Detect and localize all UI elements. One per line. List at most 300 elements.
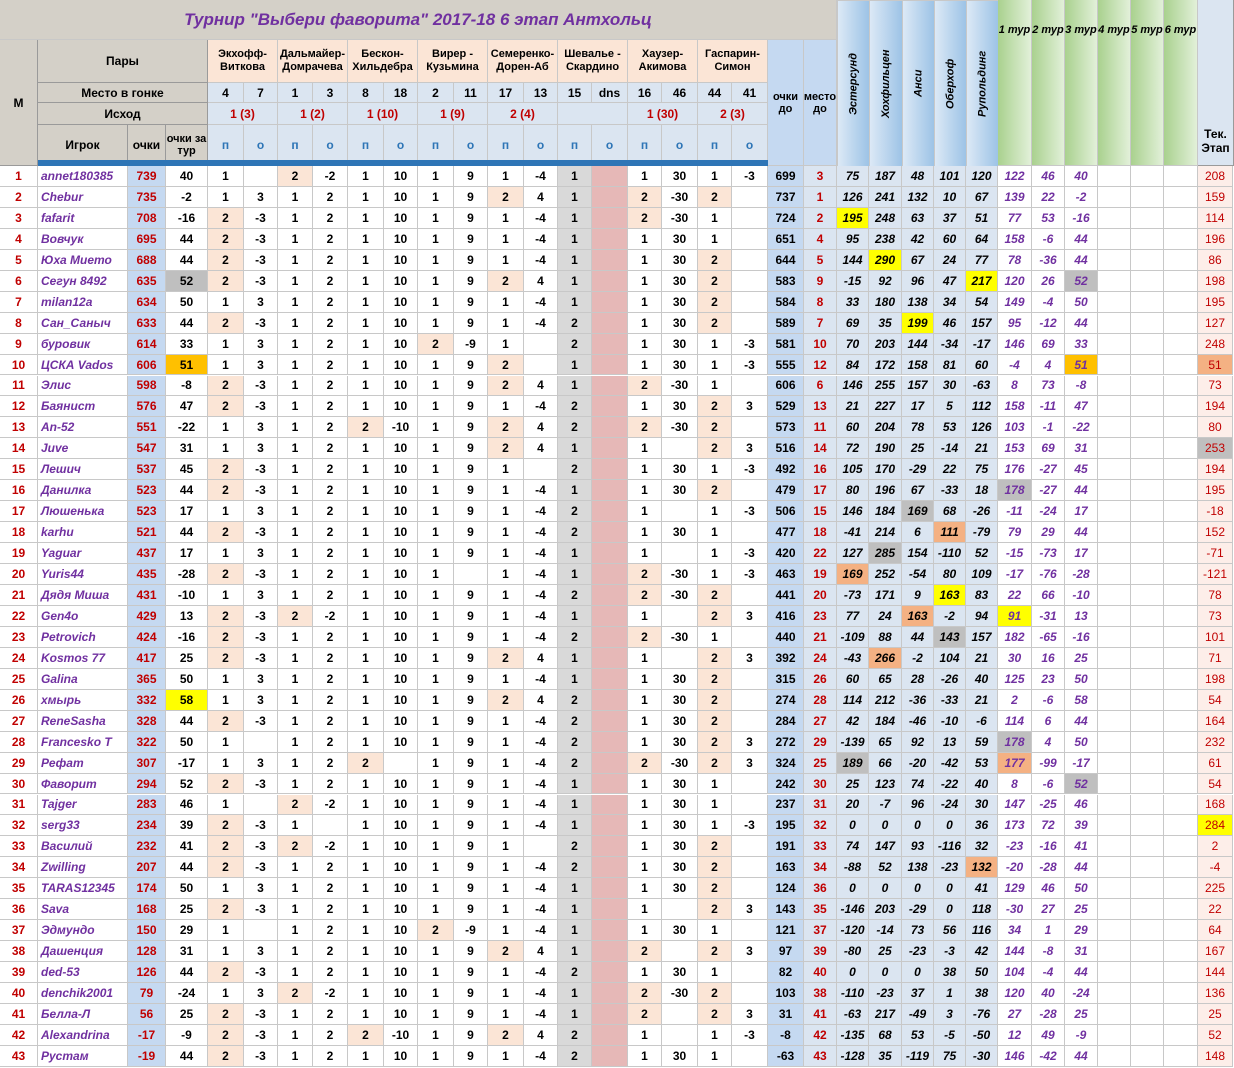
- table-cell: [1098, 1046, 1131, 1067]
- tour-points: 39: [166, 815, 208, 836]
- tour-points: -9: [166, 1025, 208, 1046]
- player-name[interactable]: Эдмундо: [38, 920, 128, 941]
- player-name[interactable]: Petrovich: [38, 627, 128, 648]
- player-name[interactable]: хмырь: [38, 690, 128, 711]
- table-cell: -4: [524, 501, 558, 522]
- table-cell: 33: [837, 292, 869, 313]
- player-points: 207: [128, 857, 166, 878]
- table-cell: [592, 606, 628, 627]
- player-name[interactable]: Sava: [38, 899, 128, 920]
- tour-points: 44: [166, 1046, 208, 1067]
- player-name[interactable]: Люшенька: [38, 501, 128, 522]
- table-cell: 46: [1065, 795, 1098, 816]
- table-cell: -26: [934, 669, 966, 690]
- table-cell: 1: [348, 1004, 384, 1025]
- place-before: 5: [804, 250, 837, 271]
- player-name[interactable]: fafarit: [38, 208, 128, 229]
- current-stage: 86: [1198, 250, 1233, 271]
- table-cell: 2: [698, 836, 732, 857]
- table-cell: -30: [662, 585, 698, 606]
- points-before: 516: [768, 438, 804, 459]
- table-cell: 2: [698, 585, 732, 606]
- table-cell: -30: [662, 208, 698, 229]
- table-cell: -30: [662, 753, 698, 774]
- table-cell: 46: [1032, 166, 1065, 187]
- points-before: 272: [768, 732, 804, 753]
- table-cell: [592, 857, 628, 878]
- table-cell: 2: [208, 606, 244, 627]
- player-name[interactable]: An-52: [38, 417, 128, 438]
- table-cell: 2: [488, 271, 524, 292]
- row-number: 3: [0, 208, 38, 229]
- table-cell: [662, 648, 698, 669]
- table-cell: 75: [934, 1046, 966, 1067]
- table-cell: 52: [1065, 774, 1098, 795]
- row-number: 35: [0, 878, 38, 899]
- place-before: 42: [804, 1025, 837, 1046]
- table-cell: [732, 795, 768, 816]
- table-cell: 2: [313, 522, 348, 543]
- player-name[interactable]: Вовчук: [38, 229, 128, 250]
- table-cell: 68: [869, 1025, 902, 1046]
- row-number: 11: [0, 376, 38, 397]
- outcome-cell: 1 (10): [348, 103, 418, 125]
- table-cell: 4: [524, 417, 558, 438]
- table-cell: 6: [1032, 711, 1065, 732]
- table-cell: 125: [998, 669, 1032, 690]
- player-name[interactable]: Дашенция: [38, 941, 128, 962]
- table-cell: -17: [1065, 753, 1098, 774]
- table-cell: 2: [313, 627, 348, 648]
- table-cell: 153: [998, 438, 1032, 459]
- table-cell: [732, 376, 768, 397]
- table-cell: [732, 878, 768, 899]
- row-number: 10: [0, 355, 38, 376]
- table-cell: [1098, 229, 1131, 250]
- table-cell: 1: [558, 271, 592, 292]
- pair-header: Бескон-Хильдебра: [348, 40, 418, 83]
- table-cell: 2: [313, 899, 348, 920]
- player-name[interactable]: Kosmos 77: [38, 648, 128, 669]
- table-cell: 2: [313, 585, 348, 606]
- points-before: 506: [768, 501, 804, 522]
- table-cell: [592, 1046, 628, 1067]
- table-cell: 47: [934, 271, 966, 292]
- points-before: 584: [768, 292, 804, 313]
- player-name[interactable]: Zwilling: [38, 857, 128, 878]
- player-points: 79: [128, 983, 166, 1004]
- table-cell: -4: [524, 857, 558, 878]
- table-cell: -12: [1032, 313, 1065, 334]
- race-place-cell: 8: [348, 83, 384, 103]
- player-name[interactable]: annet180385: [38, 166, 128, 187]
- table-cell: [592, 376, 628, 397]
- table-cell: 9: [454, 438, 488, 459]
- table-cell: [592, 711, 628, 732]
- table-cell: 10: [384, 585, 418, 606]
- table-cell: 31: [1065, 438, 1098, 459]
- table-cell: 1: [418, 878, 454, 899]
- table-cell: [662, 501, 698, 522]
- player-name[interactable]: Gen4o: [38, 606, 128, 627]
- table-cell: 2: [208, 229, 244, 250]
- player-name[interactable]: Juve: [38, 438, 128, 459]
- table-cell: 2: [348, 753, 384, 774]
- tour-points: 45: [166, 459, 208, 480]
- player-name[interactable]: Yuris44: [38, 564, 128, 585]
- place-before: 9: [804, 271, 837, 292]
- outcome-cell: 1 (9): [418, 103, 488, 125]
- table-cell: -49: [902, 1004, 934, 1025]
- table-cell: 25: [1065, 899, 1098, 920]
- table-cell: -30: [662, 983, 698, 1004]
- current-stage: -18: [1198, 501, 1233, 522]
- table-cell: 1: [628, 669, 662, 690]
- points-before: 420: [768, 543, 804, 564]
- table-cell: 129: [998, 878, 1032, 899]
- table-cell: -3: [934, 941, 966, 962]
- table-cell: 70: [837, 334, 869, 355]
- table-cell: 10: [384, 292, 418, 313]
- table-cell: 1: [208, 166, 244, 187]
- table-cell: [1098, 334, 1131, 355]
- player-name[interactable]: Рустам: [38, 1046, 128, 1067]
- table-cell: 60: [966, 355, 998, 376]
- table-cell: 101: [934, 166, 966, 187]
- table-cell: -8: [1065, 376, 1098, 397]
- table-cell: 104: [998, 962, 1032, 983]
- table-cell: 1: [488, 166, 524, 187]
- po-cell: о: [384, 125, 418, 166]
- table-cell: [732, 1046, 768, 1067]
- player-name[interactable]: denchik2001: [38, 983, 128, 1004]
- table-cell: 44: [902, 627, 934, 648]
- table-cell: 1: [488, 501, 524, 522]
- table-cell: 1: [278, 899, 313, 920]
- table-cell: 30: [662, 480, 698, 501]
- table-cell: 1: [348, 396, 384, 417]
- table-cell: 0: [869, 878, 902, 899]
- table-cell: [1164, 501, 1198, 522]
- place-before: 3: [804, 166, 837, 187]
- table-cell: -4: [524, 250, 558, 271]
- player-points: 635: [128, 271, 166, 292]
- tour-points: 58: [166, 690, 208, 711]
- row-number: 41: [0, 1004, 38, 1025]
- table-cell: 30: [662, 774, 698, 795]
- table-cell: 1: [278, 962, 313, 983]
- table-cell: 2: [488, 438, 524, 459]
- table-cell: 2: [278, 983, 313, 1004]
- place-before: 43: [804, 1046, 837, 1067]
- table-cell: -3: [732, 501, 768, 522]
- table-cell: -42: [1032, 1046, 1065, 1067]
- race-place-cell: 4: [208, 83, 244, 103]
- table-cell: 1: [628, 480, 662, 501]
- table-cell: 1: [348, 983, 384, 1004]
- table-cell: 1: [418, 187, 454, 208]
- table-cell: [1098, 774, 1131, 795]
- table-cell: -4: [524, 522, 558, 543]
- table-cell: [732, 774, 768, 795]
- table-cell: 3: [244, 669, 278, 690]
- current-stage: 61: [1198, 753, 1233, 774]
- table-cell: 2: [558, 732, 592, 753]
- current-stage: 225: [1198, 878, 1233, 899]
- stage-header: Оберхоф: [934, 0, 966, 166]
- table-cell: 2: [278, 836, 313, 857]
- header-m: М: [0, 40, 38, 166]
- outcome-cell: 2 (4): [488, 103, 558, 125]
- table-cell: [1131, 396, 1164, 417]
- current-stage: 159: [1198, 187, 1233, 208]
- table-cell: 2: [558, 1046, 592, 1067]
- table-cell: 147: [869, 836, 902, 857]
- table-cell: 2: [558, 334, 592, 355]
- table-cell: -3: [244, 396, 278, 417]
- player-name[interactable]: Tajger: [38, 795, 128, 816]
- player-name[interactable]: Белла-Л: [38, 1004, 128, 1025]
- player-name[interactable]: Alexandrina: [38, 1025, 128, 1046]
- table-cell: 116: [966, 920, 998, 941]
- po-cell: о: [732, 125, 768, 166]
- table-cell: 157: [966, 313, 998, 334]
- table-cell: 13: [934, 732, 966, 753]
- table-cell: [732, 271, 768, 292]
- table-cell: 203: [869, 899, 902, 920]
- table-cell: 47: [1065, 396, 1098, 417]
- table-cell: 158: [902, 355, 934, 376]
- stage-header: Хохфильцен: [869, 0, 902, 166]
- table-cell: 30: [662, 690, 698, 711]
- table-cell: 1: [558, 920, 592, 941]
- table-cell: [592, 795, 628, 816]
- player-name[interactable]: karhu: [38, 522, 128, 543]
- table-cell: 9: [454, 899, 488, 920]
- table-cell: 3: [244, 690, 278, 711]
- table-cell: 1: [488, 229, 524, 250]
- table-cell: -36: [902, 690, 934, 711]
- table-cell: -88: [837, 857, 869, 878]
- player-name[interactable]: Сегун 8492: [38, 271, 128, 292]
- table-cell: 118: [966, 899, 998, 920]
- table-cell: 2: [208, 480, 244, 501]
- table-cell: [592, 753, 628, 774]
- points-before: 195: [768, 815, 804, 836]
- header-points: очки: [128, 125, 166, 166]
- player-name[interactable]: Galina: [38, 669, 128, 690]
- table-cell: 10: [934, 187, 966, 208]
- header-points-tour: очки за тур: [166, 125, 208, 166]
- table-cell: 1: [558, 1004, 592, 1025]
- table-cell: 1: [278, 250, 313, 271]
- table-cell: 104: [934, 648, 966, 669]
- table-cell: 1: [348, 522, 384, 543]
- table-cell: [732, 292, 768, 313]
- table-cell: 67: [902, 250, 934, 271]
- table-cell: [592, 1025, 628, 1046]
- pair-header: Гаспарин-Симон: [698, 40, 768, 83]
- table-cell: 1: [348, 920, 384, 941]
- table-cell: [1098, 522, 1131, 543]
- player-points: 424: [128, 627, 166, 648]
- tour-points: 44: [166, 229, 208, 250]
- table-cell: 144: [837, 250, 869, 271]
- tour-points: 25: [166, 1004, 208, 1025]
- table-cell: 1: [348, 543, 384, 564]
- table-cell: 30: [662, 250, 698, 271]
- table-cell: [1164, 753, 1198, 774]
- table-cell: 1: [348, 606, 384, 627]
- player-name[interactable]: Фаворит: [38, 774, 128, 795]
- table-cell: [592, 564, 628, 585]
- table-cell: 1: [558, 376, 592, 397]
- table-cell: -65: [1032, 627, 1065, 648]
- row-number: 18: [0, 522, 38, 543]
- table-cell: 1: [628, 334, 662, 355]
- table-cell: -14: [934, 438, 966, 459]
- table-cell: 2: [488, 417, 524, 438]
- tour-points: 44: [166, 857, 208, 878]
- table-cell: 50: [1065, 292, 1098, 313]
- race-place-cell: dns: [592, 83, 628, 103]
- player-name[interactable]: ЦСКА Vados: [38, 355, 128, 376]
- tour-points: 25: [166, 899, 208, 920]
- row-number: 23: [0, 627, 38, 648]
- table-cell: 1: [698, 564, 732, 585]
- table-cell: -23: [934, 857, 966, 878]
- table-cell: -4: [998, 355, 1032, 376]
- table-cell: 2: [698, 250, 732, 271]
- place-before: 25: [804, 753, 837, 774]
- table-cell: 1: [558, 815, 592, 836]
- table-cell: 1: [208, 732, 244, 753]
- player-name[interactable]: Юха Мието: [38, 250, 128, 271]
- table-cell: 1: [488, 585, 524, 606]
- table-cell: 241: [869, 187, 902, 208]
- table-cell: -10: [934, 711, 966, 732]
- table-cell: 50: [1065, 732, 1098, 753]
- tour-points: 29: [166, 920, 208, 941]
- table-cell: -10: [384, 1025, 418, 1046]
- table-cell: 1: [278, 355, 313, 376]
- table-cell: 9: [454, 711, 488, 732]
- tour-header: 3 тур: [1065, 0, 1098, 166]
- table-cell: -76: [966, 1004, 998, 1025]
- row-number: 43: [0, 1046, 38, 1067]
- player-name[interactable]: Francesko T: [38, 732, 128, 753]
- row-number: 20: [0, 564, 38, 585]
- table-cell: 2: [698, 941, 732, 962]
- current-stage: 127: [1198, 313, 1233, 334]
- current-stage: 248: [1198, 334, 1233, 355]
- table-cell: 54: [966, 292, 998, 313]
- table-cell: -17: [998, 564, 1032, 585]
- tour-points: 44: [166, 313, 208, 334]
- table-cell: 10: [384, 690, 418, 711]
- table-cell: 1: [278, 271, 313, 292]
- table-cell: 48: [902, 166, 934, 187]
- current-stage: 168: [1198, 795, 1233, 816]
- table-cell: 1: [628, 543, 662, 564]
- player-points: 283: [128, 795, 166, 816]
- player-name[interactable]: serg33: [38, 815, 128, 836]
- player-name[interactable]: Баянист: [38, 396, 128, 417]
- table-cell: 51: [966, 208, 998, 229]
- current-stage: 25: [1198, 1004, 1233, 1025]
- table-cell: -23: [869, 983, 902, 1004]
- table-cell: 13: [1065, 606, 1098, 627]
- player-name[interactable]: milan12a: [38, 292, 128, 313]
- player-name[interactable]: Дядя Миша: [38, 585, 128, 606]
- player-name[interactable]: ReneSasha: [38, 711, 128, 732]
- table-cell: [1164, 376, 1198, 397]
- points-before: 121: [768, 920, 804, 941]
- points-before: 644: [768, 250, 804, 271]
- table-cell: 1: [628, 920, 662, 941]
- table-cell: [1164, 962, 1198, 983]
- table-cell: 1: [698, 522, 732, 543]
- player-name[interactable]: Chebur: [38, 187, 128, 208]
- table-cell: [592, 313, 628, 334]
- table-cell: 69: [1032, 334, 1065, 355]
- table-cell: 2: [558, 396, 592, 417]
- player-name[interactable]: TARAS12345: [38, 878, 128, 899]
- table-cell: 1: [418, 899, 454, 920]
- current-stage: 148: [1198, 1046, 1233, 1067]
- player-name[interactable]: Сан_Саныч: [38, 313, 128, 334]
- table-cell: 1: [934, 983, 966, 1004]
- table-cell: -30: [662, 187, 698, 208]
- place-before: 16: [804, 459, 837, 480]
- player-name[interactable]: буровик: [38, 334, 128, 355]
- table-cell: 2: [208, 648, 244, 669]
- table-cell: 2: [698, 606, 732, 627]
- table-cell: 44: [1065, 962, 1098, 983]
- table-cell: 33: [1065, 334, 1098, 355]
- table-cell: 44: [1065, 857, 1098, 878]
- table-cell: 1: [418, 795, 454, 816]
- table-cell: 0: [902, 962, 934, 983]
- player-points: 431: [128, 585, 166, 606]
- player-name[interactable]: Элис: [38, 376, 128, 397]
- table-cell: -3: [244, 606, 278, 627]
- player-name[interactable]: Лешич: [38, 459, 128, 480]
- race-place-cell: 13: [524, 83, 558, 103]
- player-name[interactable]: Рефат: [38, 753, 128, 774]
- table-cell: [592, 690, 628, 711]
- tour-points: 51: [166, 355, 208, 376]
- table-cell: 2: [208, 815, 244, 836]
- table-cell: 2: [313, 920, 348, 941]
- row-number: 9: [0, 334, 38, 355]
- player-name[interactable]: Василий: [38, 836, 128, 857]
- player-name[interactable]: Данилка: [38, 480, 128, 501]
- table-cell: 1: [348, 585, 384, 606]
- table-cell: 114: [837, 690, 869, 711]
- row-number: 19: [0, 543, 38, 564]
- table-cell: 2: [208, 522, 244, 543]
- table-cell: 93: [902, 836, 934, 857]
- table-cell: -8: [1032, 941, 1065, 962]
- table-cell: [1164, 459, 1198, 480]
- player-name[interactable]: ded-53: [38, 962, 128, 983]
- player-name[interactable]: Yaguar: [38, 543, 128, 564]
- table-cell: 1: [558, 543, 592, 564]
- table-cell: -3: [244, 836, 278, 857]
- table-cell: 1: [628, 795, 662, 816]
- table-cell: 69: [1032, 438, 1065, 459]
